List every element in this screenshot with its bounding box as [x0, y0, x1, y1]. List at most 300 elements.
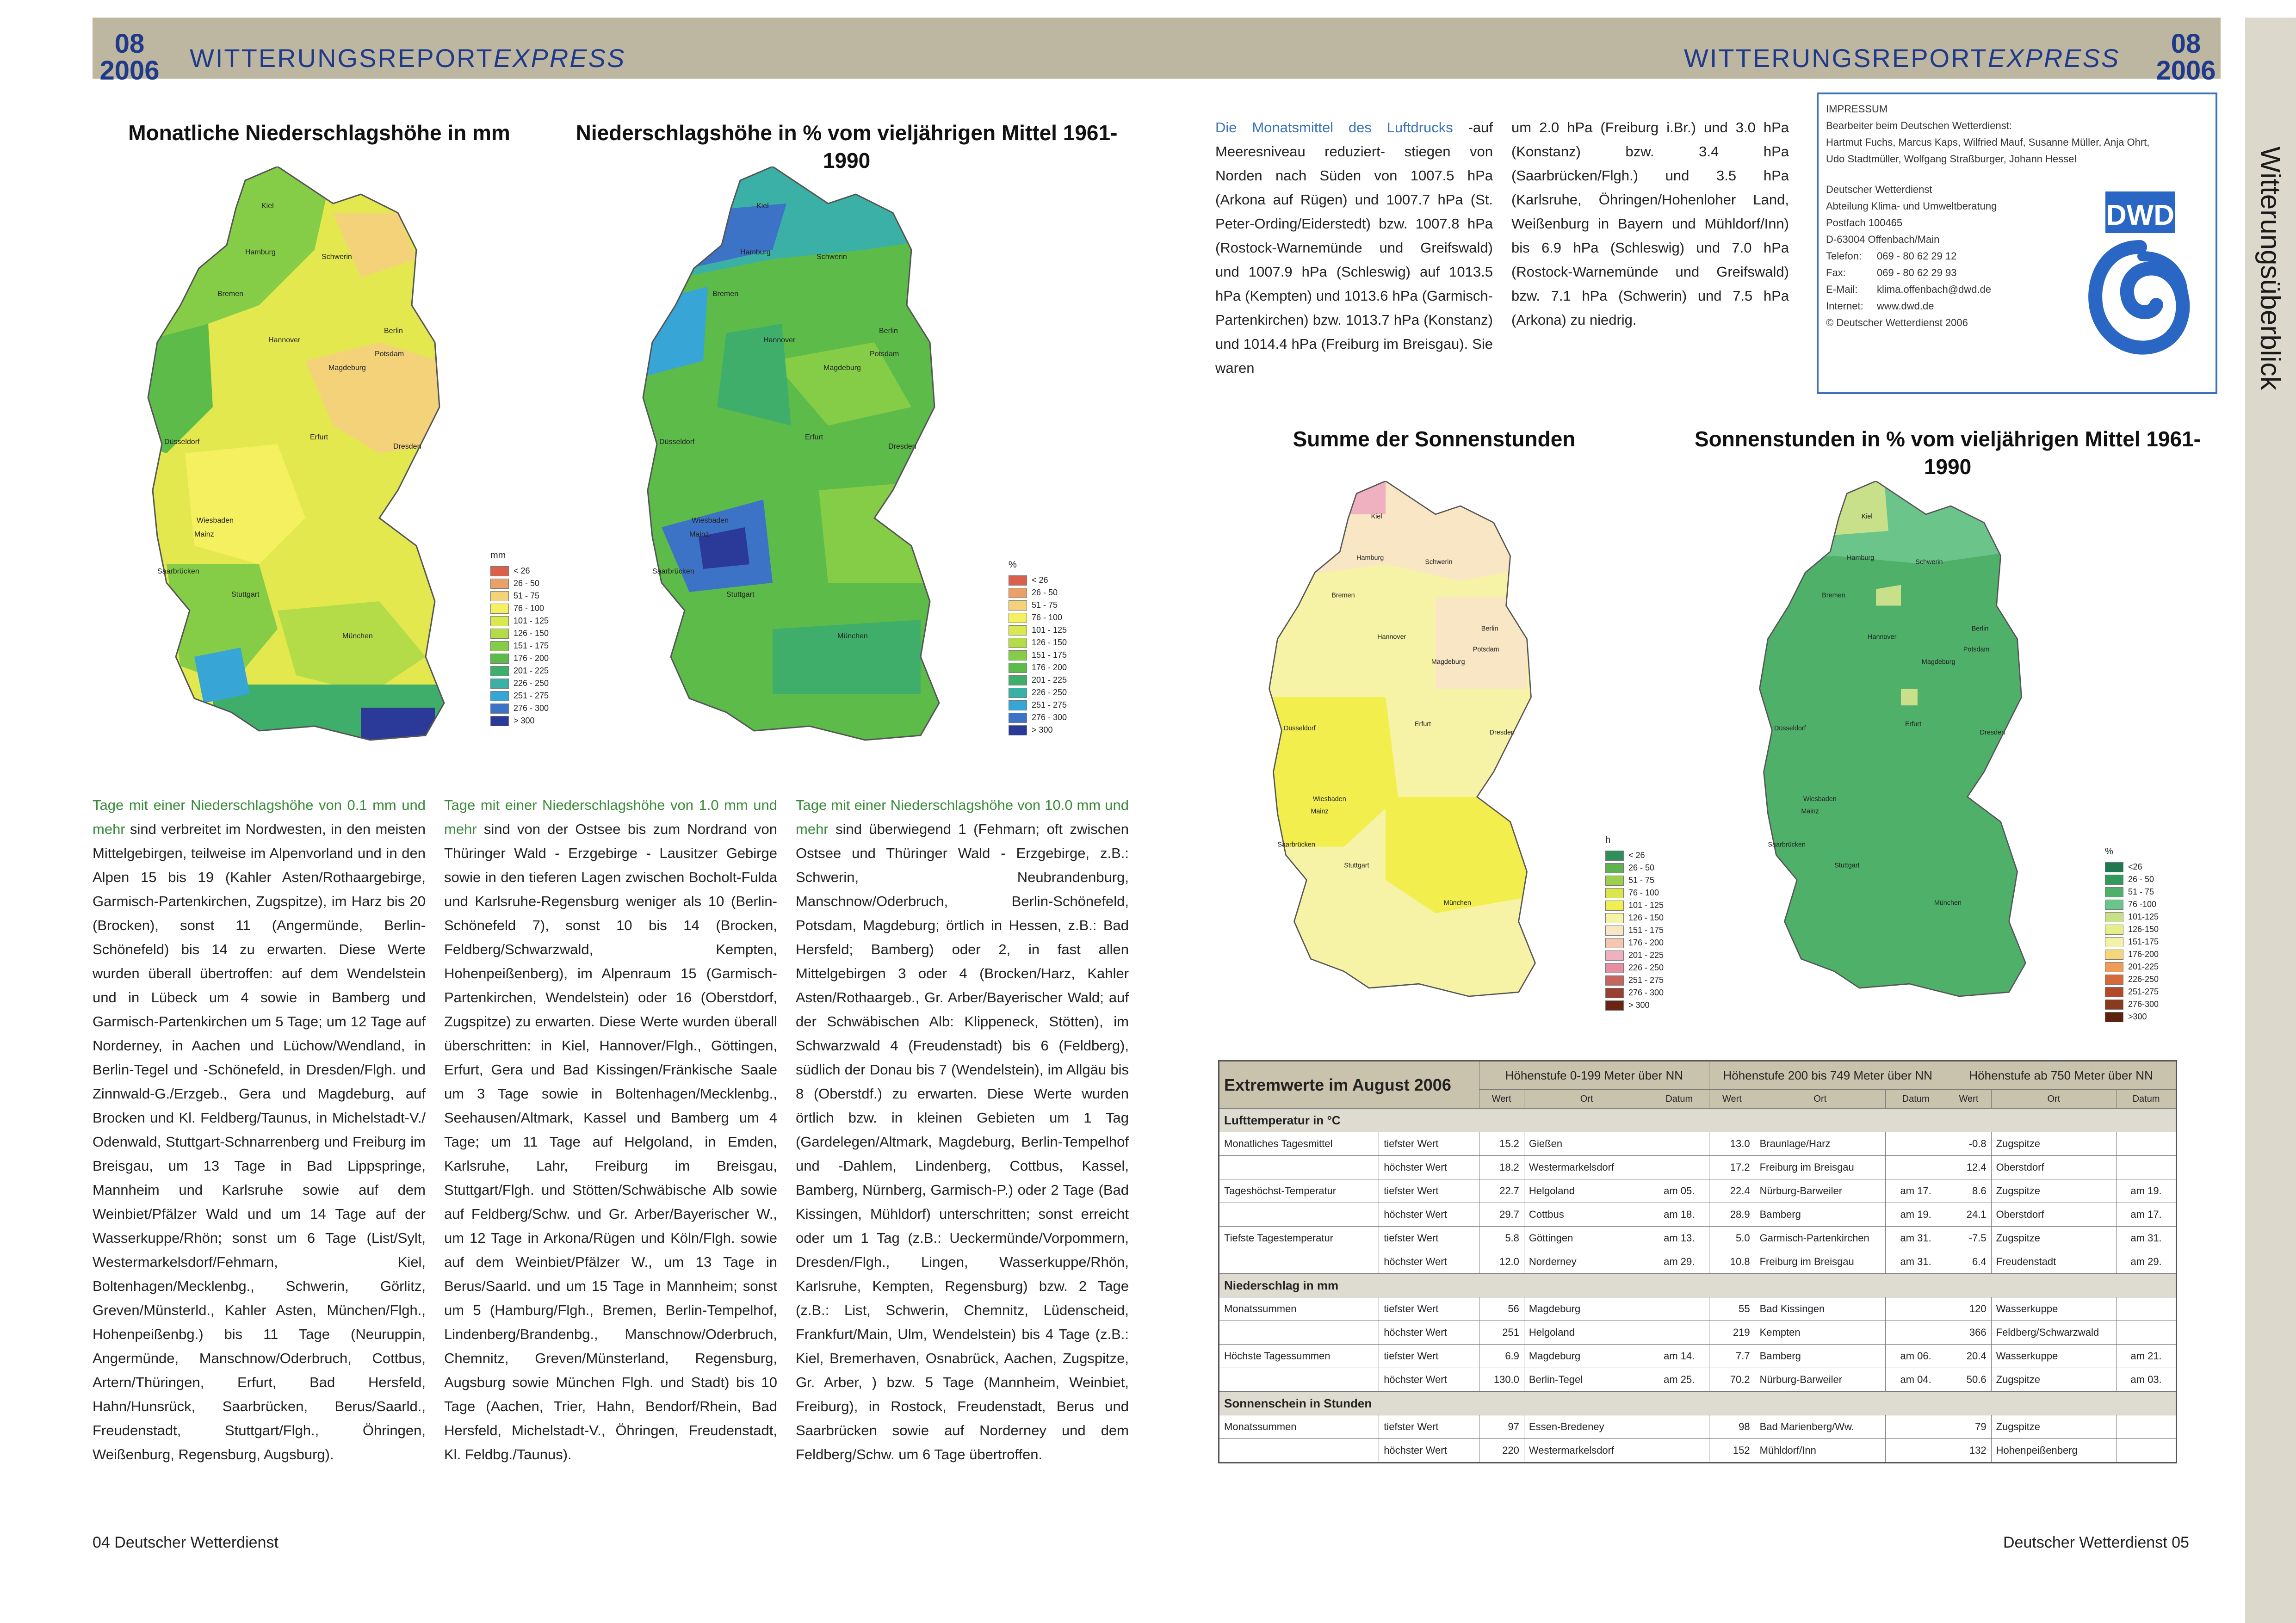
footer-left: 04 Deutscher Wetterdienst — [93, 1534, 278, 1551]
cell-date — [1886, 1439, 1946, 1463]
impressum-line1: Bearbeiter beim Deutschen Wetterdienst: — [1826, 120, 2012, 131]
cell-location: Garmisch-Partenkirchen — [1755, 1227, 1885, 1250]
table-row — [1219, 1415, 2177, 1439]
cell-date — [2117, 1132, 2177, 1156]
cell-location: Kempten — [1755, 1321, 1885, 1345]
legend-swatch — [1009, 713, 1027, 723]
legend-item — [1009, 711, 1067, 724]
cell-value: 6.4 — [1946, 1250, 1991, 1274]
cell-value: 13.0 — [1709, 1132, 1755, 1156]
cell-date: am 29. — [1649, 1250, 1709, 1274]
legend-label: 226 - 250 — [514, 679, 549, 688]
row-kind: höchster Wert — [1379, 1203, 1479, 1227]
cell-location: Feldberg/Schwarzwald — [1991, 1321, 2116, 1345]
legend-label: 101 - 125 — [1032, 625, 1067, 635]
svg-text:Hamburg: Hamburg — [740, 248, 771, 256]
legend-label: 226-250 — [2128, 975, 2159, 984]
cell-date: am 31. — [2117, 1227, 2177, 1250]
web-label: Internet: — [1826, 300, 1863, 312]
svg-text:Kiel: Kiel — [1371, 512, 1382, 520]
legend-item — [1605, 887, 1664, 899]
svg-text:Dresden: Dresden — [393, 443, 421, 450]
svg-text:Bremen: Bremen — [217, 290, 244, 298]
legend-label: 276-300 — [2128, 1000, 2159, 1009]
legend-swatch — [1009, 588, 1027, 598]
brand-express: EXPRESS — [493, 43, 626, 73]
legend-item — [1009, 624, 1067, 636]
legend-item — [1605, 912, 1664, 924]
legend-unit: % — [1009, 560, 1017, 570]
cell-value: 29.7 — [1479, 1203, 1524, 1227]
map-precip-mm — [139, 167, 463, 759]
legend-item — [1009, 661, 1067, 674]
legend-item — [490, 602, 549, 615]
brand-main: WITTERUNGSREPORT — [190, 43, 494, 73]
cell-value: 220 — [1479, 1439, 1524, 1463]
table-section-heading: Sonnenschein in Stunden — [1219, 1392, 2177, 1415]
legend-swatch — [490, 629, 509, 639]
legend-label: 151 - 175 — [1032, 650, 1067, 660]
brand-express: EXPRESS — [1987, 43, 2120, 73]
svg-text:Saarbrücken: Saarbrücken — [652, 568, 694, 575]
svg-text:Kiel: Kiel — [756, 202, 769, 210]
legend-precip-mm — [490, 550, 549, 727]
cell-value: 12.0 — [1479, 1250, 1524, 1274]
row-kind: höchster Wert — [1379, 1250, 1479, 1274]
legend-swatch — [490, 704, 509, 714]
legend-label: 51 - 75 — [1032, 600, 1058, 610]
legend-item — [1605, 899, 1664, 912]
left-issue-badge — [99, 31, 160, 84]
svg-text:Kiel: Kiel — [261, 202, 274, 210]
legend-swatch — [2105, 925, 2123, 935]
row-parameter: Monatssummen — [1219, 1415, 1379, 1439]
cell-location: Magdeburg — [1524, 1345, 1649, 1368]
cell-date: am 13. — [1649, 1227, 1709, 1250]
legend-item — [2105, 873, 2159, 886]
legend-label: 151 - 175 — [514, 641, 549, 650]
footer-right: Deutscher Wetterdienst 05 — [2003, 1534, 2189, 1551]
svg-text:München: München — [342, 632, 373, 640]
legend-item — [1009, 674, 1067, 686]
svg-text:Wiesbaden: Wiesbaden — [1312, 795, 1346, 803]
legend-swatch — [1009, 688, 1027, 698]
svg-text:Mainz: Mainz — [1311, 808, 1329, 815]
cell-value: 132 — [1946, 1439, 1991, 1463]
legend-label: >300 — [2128, 1012, 2147, 1021]
legend-item — [490, 577, 549, 590]
legend-swatch — [1605, 975, 1624, 986]
row-parameter — [1219, 1250, 1379, 1274]
legend-sun-hours — [1605, 835, 1664, 1012]
svg-text:Hannover: Hannover — [763, 336, 796, 344]
cell-value: 251 — [1479, 1321, 1524, 1345]
svg-text:Stuttgart: Stuttgart — [1834, 862, 1860, 870]
legend-label: 76 - 100 — [1628, 888, 1659, 897]
svg-text:Düsseldorf: Düsseldorf — [659, 438, 695, 446]
cell-location: Zugspitze — [1991, 1415, 2116, 1439]
cell-date — [1886, 1156, 1946, 1179]
cell-location: Mühldorf/Inn — [1755, 1439, 1885, 1463]
cell-value: 20.4 — [1946, 1345, 1991, 1368]
cell-location: Zugspitze — [1991, 1227, 2116, 1250]
cell-date: am 21. — [2117, 1345, 2177, 1368]
legend-label: 251 - 275 — [1628, 975, 1664, 985]
svg-text:Magdeburg: Magdeburg — [823, 364, 861, 372]
table-row — [1219, 1321, 2177, 1345]
cell-location: Helgoland — [1524, 1179, 1649, 1203]
cell-location: Bad Kissingen — [1755, 1297, 1885, 1321]
sub-wert: Wert — [1946, 1090, 1991, 1109]
legend-item — [1605, 949, 1664, 962]
table-row — [1219, 1203, 2177, 1227]
legend-swatch — [1009, 663, 1027, 673]
cell-location: Westermarkelsdorf — [1524, 1156, 1649, 1179]
impressum-org3: Postfach 100465 — [1826, 217, 1903, 228]
legend-label: 101-125 — [2128, 912, 2159, 921]
issue-month: 08 — [114, 29, 145, 59]
cell-location: Berlin-Tegel — [1524, 1368, 1649, 1392]
svg-text:Stuttgart: Stuttgart — [231, 591, 260, 599]
legend-item — [490, 715, 549, 727]
table-row — [1219, 1179, 2177, 1203]
legend-label: < 26 — [1628, 851, 1645, 860]
cell-value: 79 — [1946, 1415, 1991, 1439]
sub-ort: Ort — [1524, 1090, 1649, 1109]
legend-item — [1009, 649, 1067, 661]
cell-location: Cottbus — [1524, 1203, 1649, 1227]
row-parameter: Tageshöchst-Temperatur — [1219, 1179, 1379, 1203]
legend-swatch — [1009, 675, 1027, 685]
cell-location: Zugspitze — [1991, 1179, 2116, 1203]
row-kind: tiefster Wert — [1379, 1227, 1479, 1250]
legend-item — [2105, 923, 2159, 936]
cell-value: 56 — [1479, 1297, 1524, 1321]
legend-swatch — [2105, 1012, 2123, 1022]
cell-date — [1649, 1156, 1709, 1179]
svg-text:Mainz: Mainz — [1801, 808, 1819, 815]
legend-swatch — [490, 666, 509, 676]
legend-label: > 300 — [514, 716, 535, 725]
svg-text:Berlin: Berlin — [1971, 625, 1989, 633]
cell-location: Gießen — [1524, 1132, 1649, 1156]
brand-main: WITTERUNGSREPORT — [1684, 43, 1988, 73]
legend-swatch — [1009, 650, 1027, 660]
legend-label: 226 - 250 — [1032, 688, 1067, 697]
impressum-org1: Deutscher Wetterdienst — [1826, 184, 1932, 195]
legend-swatch — [2105, 950, 2123, 960]
svg-text:München: München — [1934, 899, 1962, 907]
cell-location: Bamberg — [1755, 1203, 1885, 1227]
cell-value: 70.2 — [1709, 1368, 1755, 1392]
svg-text:Düsseldorf: Düsseldorf — [1774, 725, 1806, 733]
legend-swatch — [1605, 926, 1624, 936]
cell-date — [1649, 1297, 1709, 1321]
legend-label: 176 - 200 — [1032, 663, 1067, 672]
legend-item — [1605, 962, 1664, 974]
legend-swatch — [490, 716, 509, 726]
cell-date: am 25. — [1649, 1368, 1709, 1392]
legend-label: 26 - 50 — [1628, 863, 1655, 872]
svg-text:München: München — [837, 632, 868, 640]
legend-swatch — [1009, 600, 1027, 611]
cell-value: 24.1 — [1946, 1203, 1991, 1227]
svg-text:Düsseldorf: Düsseldorf — [1283, 725, 1316, 733]
col3-body: sind überwiegend 1 (Fehmarn; oft zwischen Ostsee und Thüringer Wald - Erzgebirge, z.B.: Schwerin, Neubrandenburg, Manschnow/Oderbruch, Berlin-Schönefeld, Potsdam, Magdeburg; örtlich in Hessen, z.B.: Bad Hersfeld; Bamberg) oder 2, in fast allen Mittelgebirgen 3 oder 4 (Brocken/Harz, Kahler Asten/Rothaargeb., Gr. Arber/Bayerischer Wald; auf der Schwäbischen Alb: Klippeneck, Stötten), im Schwarzwald 4 (Freudenstadt) bis 6 (Feldberg), südlich der Donau bis 7 (Wendelstein), im Allgäu bis 8 (Oberstdf.) zu erwarten. Diese Werte wurden örtlich bzw. in kleinen Gebieten um 1 Tag (Gardelegen/Altmark, Magdeburg, Berlin-Tempelhof und -Dahlem, Lindenberg, Cottbus, Kassel, Bamberg, Nürnberg, Garmisch-P.) oder 2 Tage (Bad Kissingen, Mühldorf) unterschritten; sonst erreicht oder um 1 Tag (z.B.: Ueckermünde/Vorpommern, Dresden/Flgh., Lingen, Wasserkuppe/Rhön, Karlsruhe, Kempten, Regensburg) bzw. 2 Tage (z.B.: List, Schwerin, Chemnitz, Lüdenscheid, Frankfurt/Main, Ulm, Wendelstein) bis 4 Tage (z.B.: Kiel, Bremerhaven, Osnabrück, Aachen, Zugspitze, Gr. Arber, ) bzw. 5 Tage (Mannheim, Weinbiet, Freiburg), in Rostock, Freudenstadt, Berus und Saarbrücken sowie auf Norderney und dem Feldberg/Schw. um 6 Tage übertroffen. — [796, 821, 1129, 1463]
svg-text:Dresden: Dresden — [1489, 729, 1515, 737]
svg-text:Hamburg: Hamburg — [1356, 554, 1384, 562]
dwd-logo-icon — [2087, 191, 2193, 367]
cell-location: Freiburg im Breisgau — [1755, 1250, 1885, 1274]
legend-swatch — [1009, 725, 1027, 735]
cell-value: 97 — [1479, 1415, 1524, 1439]
legend-item — [1009, 574, 1067, 586]
legend-sun-pct — [2105, 846, 2159, 1023]
issue-year: 2006 — [99, 56, 160, 86]
legend-item — [1009, 724, 1067, 736]
impressum-line3: Udo Stadtmüller, Wolfgang Straßburger, Johann Hessel — [1826, 153, 2077, 165]
cell-location: Oberstdorf — [1991, 1156, 2116, 1179]
col5-body: um 2.0 hPa (Freiburg i.Br.) und 3.0 hPa (Konstanz) bzw. 3.4 hPa (Saarbrücken/Flgh.) und 3.5 hPa (Karlsruhe, Öhringen/Hohenloher Land, Weißenburg in Bayern und Mühldorf/Inn) bis 6.9 hPa (Schleswig) und 7.0 hPa (Rostock-Warnemünde und Greifswald) bzw. 7.1 hPa (Schwerin) und 7.5 hPa (Arkona) zu niedrig. — [1511, 119, 1789, 328]
svg-text:München: München — [1443, 899, 1471, 907]
svg-text:Erfurt: Erfurt — [1905, 721, 1922, 728]
legend-label: 126 - 150 — [1628, 913, 1664, 922]
impressum-box — [1817, 93, 2217, 394]
legend-item — [1009, 636, 1067, 649]
sub-datum: Datum — [1649, 1090, 1709, 1109]
table-section-heading: Lufttemperatur in °C — [1219, 1109, 2177, 1132]
svg-text:Mainz: Mainz — [689, 531, 709, 538]
legend-label: 201-225 — [2128, 962, 2159, 971]
issue-year: 2006 — [2156, 56, 2216, 86]
legend-item — [490, 702, 549, 715]
cell-value: 98 — [1709, 1415, 1755, 1439]
cell-location: Helgoland — [1524, 1321, 1649, 1345]
legend-swatch — [1009, 575, 1027, 586]
fax-label: Fax: — [1826, 267, 1846, 278]
legend-swatch — [1009, 700, 1027, 710]
svg-text:Hamburg: Hamburg — [1847, 554, 1875, 562]
legend-swatch — [490, 616, 509, 626]
cell-value: 120 — [1946, 1297, 1991, 1321]
legend-swatch — [2105, 937, 2123, 947]
table-title: Extremwerte im August 2006 — [1219, 1061, 1479, 1109]
legend-item — [1605, 999, 1664, 1012]
legend-label: > 300 — [1628, 1000, 1650, 1010]
legend-swatch — [2105, 875, 2123, 885]
cell-date: am 05. — [1649, 1179, 1709, 1203]
cell-value: 17.2 — [1709, 1156, 1755, 1179]
cell-date — [1886, 1132, 1946, 1156]
cell-location: Bad Marienberg/Ww. — [1755, 1415, 1885, 1439]
legend-item — [1605, 974, 1664, 987]
legend-item — [490, 615, 549, 627]
table-row — [1219, 1345, 2177, 1368]
legend-item — [490, 640, 549, 652]
svg-text:Bremen: Bremen — [1822, 592, 1845, 599]
legend-label: 201 - 225 — [1628, 950, 1664, 960]
row-parameter: Tiefste Tagestemperatur — [1219, 1227, 1379, 1250]
cell-location: Freiburg im Breisgau — [1755, 1156, 1885, 1179]
cell-date — [1886, 1297, 1946, 1321]
tel-value: 069 - 80 62 29 12 — [1877, 250, 1957, 262]
cell-value: 7.7 — [1709, 1345, 1755, 1368]
sub-wert: Wert — [1479, 1090, 1524, 1109]
row-parameter: Monatssummen — [1219, 1297, 1379, 1321]
cell-date — [2117, 1297, 2177, 1321]
legend-item — [490, 690, 549, 702]
legend-label: 176 - 200 — [514, 654, 549, 663]
legend-item — [490, 565, 549, 577]
row-kind: höchster Wert — [1379, 1156, 1479, 1179]
legend-label: 51 - 75 — [1628, 876, 1655, 885]
legend-swatch — [1605, 1000, 1624, 1011]
legend-swatch — [1605, 888, 1624, 898]
legend-swatch — [1605, 963, 1624, 973]
legend-unit: mm — [490, 550, 506, 561]
legend-swatch — [490, 579, 509, 589]
legend-swatch — [1009, 638, 1027, 648]
legend-label: 201 - 225 — [1032, 675, 1067, 685]
svg-text:Wiesbaden: Wiesbaden — [197, 517, 234, 525]
legend-item — [1605, 987, 1664, 999]
legend-label: 176-200 — [2128, 950, 2159, 959]
row-parameter — [1219, 1368, 1379, 1392]
svg-text:Stuttgart: Stuttgart — [726, 591, 755, 599]
cell-value: 22.7 — [1479, 1179, 1524, 1203]
mail-value[interactable]: klima.offenbach@dwd.de — [1877, 284, 1991, 295]
row-kind: tiefster Wert — [1379, 1345, 1479, 1368]
legend-swatch — [490, 679, 509, 689]
svg-text:Saarbrücken: Saarbrücken — [1768, 841, 1806, 849]
legend-label: 76 - 100 — [1032, 613, 1063, 622]
legend-unit: h — [1605, 835, 1611, 845]
legend-item — [490, 665, 549, 677]
legend-item — [490, 677, 549, 690]
legend-swatch — [2105, 900, 2123, 910]
row-kind: höchster Wert — [1379, 1321, 1479, 1345]
row-parameter: Monatliches Tagesmittel — [1219, 1132, 1379, 1156]
legend-label: 201 - 225 — [514, 666, 549, 675]
cell-location: Wasserkuppe — [1991, 1345, 2116, 1368]
table-row — [1219, 1227, 2177, 1250]
svg-text:Stuttgart: Stuttgart — [1344, 862, 1369, 870]
sub-datum: Datum — [2117, 1090, 2177, 1109]
svg-text:Potsdam: Potsdam — [375, 350, 404, 358]
cell-value: 5.0 — [1709, 1227, 1755, 1250]
legend-label: 51 - 75 — [514, 591, 540, 600]
cell-date — [1649, 1321, 1709, 1345]
col1-lead: Tage mit einer Niederschlagshöhe von 0.1 mm und mehr — [93, 797, 426, 837]
table-row — [1219, 1132, 2177, 1156]
right-brand — [1684, 45, 2120, 71]
cell-date — [2117, 1321, 2177, 1345]
cell-value: 55 — [1709, 1297, 1755, 1321]
legend-item — [1009, 699, 1067, 711]
cell-date: am 19. — [1886, 1203, 1946, 1227]
legend-swatch — [490, 591, 509, 601]
cell-date: am 31. — [1886, 1227, 1946, 1250]
svg-text:Magdeburg: Magdeburg — [1431, 658, 1465, 666]
table-row — [1219, 1439, 2177, 1463]
cell-value: -0.8 — [1946, 1132, 1991, 1156]
cell-value: 6.9 — [1479, 1345, 1524, 1368]
svg-text:Schwerin: Schwerin — [1425, 558, 1453, 566]
cell-date — [1886, 1415, 1946, 1439]
cell-location: Essen-Bredeney — [1524, 1415, 1649, 1439]
mail-label: E-Mail: — [1826, 284, 1858, 295]
legend-item — [2105, 948, 2159, 961]
legend-swatch — [1605, 938, 1624, 948]
cell-date — [1649, 1415, 1709, 1439]
legend-label: < 26 — [514, 566, 530, 575]
legend-label: 26 - 50 — [514, 579, 540, 588]
svg-text:Wiesbaden: Wiesbaden — [692, 517, 729, 525]
cell-location: Westermarkelsdorf — [1524, 1439, 1649, 1463]
zone-2-header: Höhenstufe 200 bis 749 Meter über NN — [1709, 1061, 1946, 1090]
web-value[interactable]: www.dwd.de — [1877, 300, 1934, 312]
impressum-copyright: © Deutscher Wetterdienst 2006 — [1826, 317, 1968, 328]
cell-date: am 03. — [2117, 1368, 2177, 1392]
svg-text:Potsdam: Potsdam — [1963, 646, 1990, 654]
impressum-title: IMPRESSUM — [1826, 103, 1888, 115]
cell-date — [2117, 1156, 2177, 1179]
row-kind: tiefster Wert — [1379, 1415, 1479, 1439]
legend-label: 251 - 275 — [1032, 700, 1067, 710]
sub-datum: Datum — [1886, 1090, 1946, 1109]
cell-value: 5.8 — [1479, 1227, 1524, 1250]
legend-item — [2105, 898, 2159, 911]
impressum-line2: Hartmut Fuchs, Marcus Kaps, Wilfried Mauf, Susanne Müller, Anja Ohrt, — [1826, 136, 2150, 148]
legend-item — [2105, 986, 2159, 998]
legend-item — [2105, 936, 2159, 948]
legend-swatch — [2105, 975, 2123, 985]
sub-wert: Wert — [1709, 1090, 1755, 1109]
legend-label: > 300 — [1032, 725, 1053, 734]
legend-label: 276 - 300 — [1032, 713, 1067, 722]
cell-value: 50.6 — [1946, 1368, 1991, 1392]
legend-swatch — [2105, 1000, 2123, 1010]
svg-text:Kiel: Kiel — [1861, 512, 1873, 520]
svg-text:Berlin: Berlin — [1481, 625, 1498, 633]
legend-precip-pct — [1009, 560, 1067, 736]
table-row — [1219, 1250, 2177, 1274]
legend-label: 151 - 175 — [1628, 926, 1664, 935]
legend-label: 226 - 250 — [1628, 963, 1664, 972]
cell-value: 130.0 — [1479, 1368, 1524, 1392]
cell-location: Oberstdorf — [1991, 1203, 2116, 1227]
legend-label: 101 - 125 — [1628, 901, 1664, 910]
legend-item — [1605, 849, 1664, 862]
row-kind: tiefster Wert — [1379, 1179, 1479, 1203]
legend-unit: % — [2105, 846, 2113, 857]
row-parameter: Höchste Tagessummen — [1219, 1345, 1379, 1368]
sub-ort: Ort — [1755, 1090, 1885, 1109]
zone-3-header: Höhenstufe ab 750 Meter über NN — [1946, 1061, 2177, 1090]
legend-label: 76 -100 — [2128, 900, 2157, 909]
cell-location: Wasserkuppe — [1991, 1297, 2116, 1321]
svg-text:Magdeburg: Magdeburg — [328, 364, 366, 372]
legend-swatch — [2105, 987, 2123, 997]
legend-swatch — [2105, 912, 2123, 922]
legend-label: 151-175 — [2128, 937, 2159, 946]
svg-text:DWD: DWD — [2105, 199, 2175, 231]
legend-item — [2105, 973, 2159, 986]
row-parameter — [1219, 1321, 1379, 1345]
svg-text:Hannover: Hannover — [1377, 633, 1406, 641]
svg-text:Magdeburg: Magdeburg — [1921, 658, 1956, 666]
text-column-2 — [444, 793, 777, 1467]
